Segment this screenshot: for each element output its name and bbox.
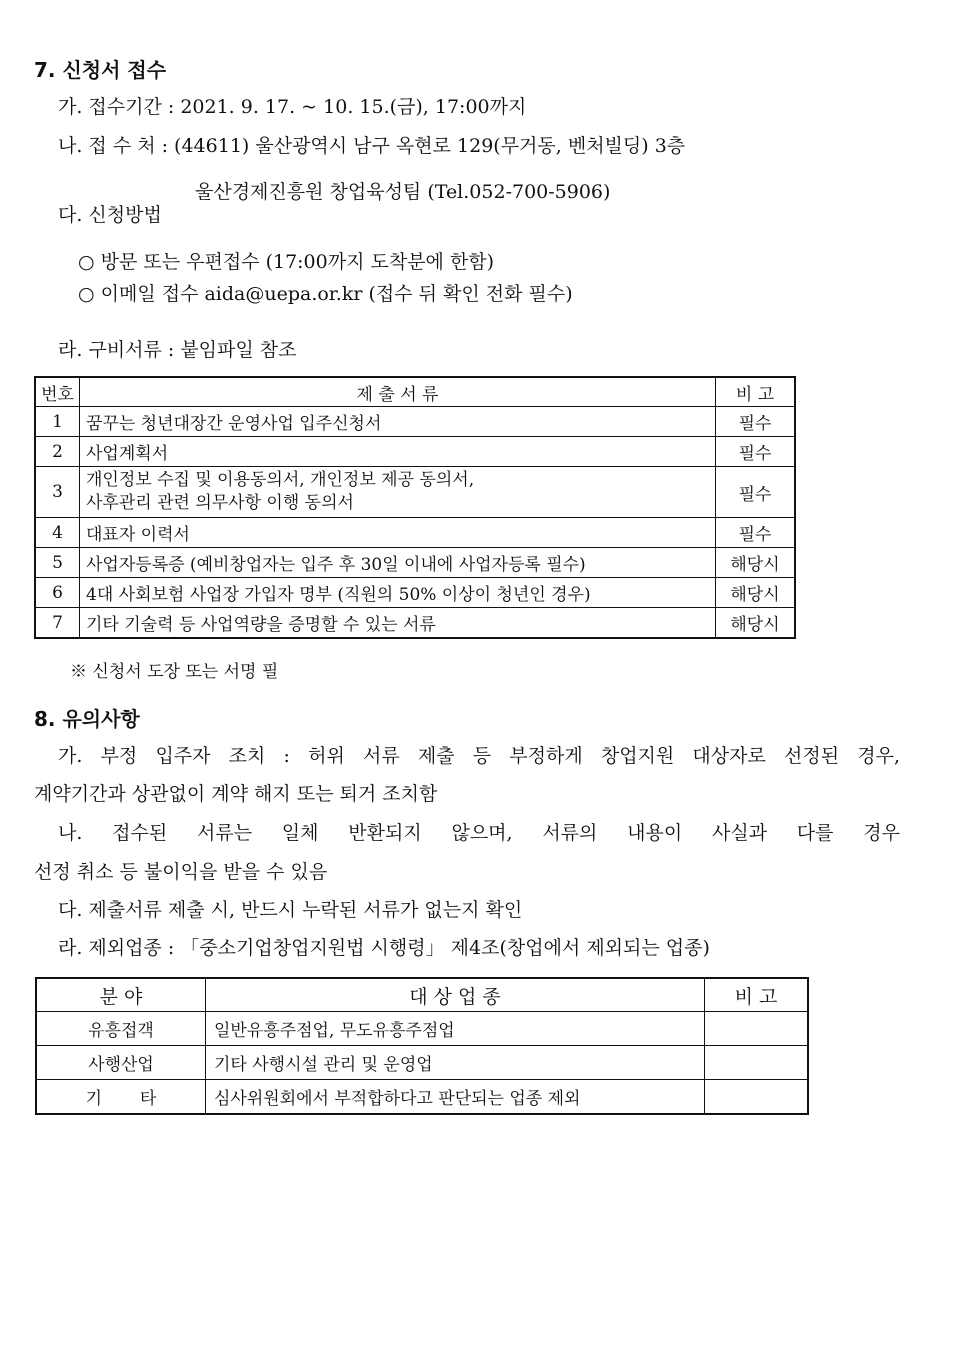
method-item-email: ○ 이메일 접수 aida@uepa.or.kr (접수 뒤 확인 전화 필수): [78, 283, 573, 305]
row-number: 4: [35, 518, 80, 548]
row-note: 필수: [716, 467, 796, 518]
table-row: [35, 578, 795, 608]
row-document: 기타 기술력 등 사업역량을 증명할 수 있는 서류: [80, 608, 716, 639]
table-row: [35, 467, 795, 518]
table-row: [35, 548, 795, 578]
row-field: 유흥접객: [36, 1012, 206, 1046]
row-business: 심사위원회에서 부적합하다고 판단되는 업종 제외: [206, 1080, 705, 1115]
header-note: 비 고: [705, 978, 809, 1012]
table-header-row: [36, 978, 808, 1012]
table-row: [35, 437, 795, 467]
table-row: [35, 608, 795, 639]
row-document: 사업계획서: [80, 437, 716, 467]
item-a-line1: 가. 부정 입주자 조치 : 허위 서류 제출 등 부정하게 창업지원 대상자로 선정된 경우,: [58, 745, 900, 767]
header-field: 분 야: [36, 978, 206, 1012]
row-number: 6: [35, 578, 80, 608]
row-note: 해당시: [716, 578, 796, 608]
row-document-line: 개인정보 수집 및 이용동의서, 개인정보 제공 동의서,: [86, 470, 475, 490]
row-note: 해당시: [716, 548, 796, 578]
row-document-line: 사후관리 관련 의무사항 이행 동의서: [86, 493, 354, 513]
place-continuation: 울산경제진흥원 창업육성팀 (Tel.052-700-5906): [195, 181, 611, 203]
row-number: 2: [35, 437, 80, 467]
row-document: 꿈꾸는 청년대장간 운영사업 입주신청서: [80, 407, 716, 437]
row-document: 4대 사회보험 사업장 가입자 명부 (직원의 50% 이상이 청년인 경우): [80, 578, 716, 608]
row-note: 필수: [716, 437, 796, 467]
item-b-line1: 나. 접수된 서류는 일체 반환되지 않으며, 서류의 내용이 사실과 다를 경우: [58, 822, 900, 844]
method-label: 다. 신청방법: [58, 204, 162, 226]
row-number: 1: [35, 407, 80, 437]
table-row: [36, 1046, 808, 1080]
section7-title: 7. 신청서 접수: [34, 58, 167, 82]
row-number: 5: [35, 548, 80, 578]
row-note: 해당시: [716, 608, 796, 639]
header-note: 비 고: [716, 377, 796, 407]
item-a-line2: 계약기간과 상관없이 계약 해지 또는 퇴거 조치함: [34, 783, 438, 805]
item-b-line2: 선정 취소 등 불이익을 받을 수 있음: [34, 861, 328, 883]
row-field: 기 타: [36, 1080, 206, 1115]
header-business: 대 상 업 종: [206, 978, 705, 1012]
row-note: 필수: [716, 518, 796, 548]
table-row: [36, 1080, 808, 1115]
header-number: 번호: [35, 377, 80, 407]
method-item-visit: ○ 방문 또는 우편접수 (17:00까지 도착분에 한함): [78, 251, 495, 273]
section8-title: 8. 유의사항: [34, 707, 140, 731]
row-document: 사업자등록증 (예비창업자는 입주 후 30일 이내에 사업자등록 필수): [80, 548, 716, 578]
excluded-business-table: [35, 977, 809, 1115]
period-line: 가. 접수기간 : 2021. 9. 17. ~ 10. 15.(금), 17:00까지: [58, 96, 527, 118]
table-header-row: [35, 377, 795, 407]
row-field: 사행산업: [36, 1046, 206, 1080]
row-note: [705, 1080, 809, 1115]
row-number: 3: [35, 467, 80, 518]
row-document: [80, 467, 716, 518]
item-d: 라. 제외업종 : 「중소기업창업지원법 시행령」 제4조(창업에서 제외되는 업종): [58, 937, 710, 959]
row-note: [705, 1012, 809, 1046]
header-documents: 제 출 서 류: [80, 377, 716, 407]
row-note: [705, 1046, 809, 1080]
row-business: 일반유흥주점업, 무도유흥주점업: [206, 1012, 705, 1046]
table-row: [35, 518, 795, 548]
row-document: 대표자 이력서: [80, 518, 716, 548]
row-note: 필수: [716, 407, 796, 437]
docs-label: 라. 구비서류 : 붙임파일 참조: [58, 339, 297, 361]
required-docs-table: [34, 376, 796, 639]
row-number: 7: [35, 608, 80, 639]
footnote: ※ 신청서 도장 또는 서명 필: [70, 662, 279, 682]
row-business: 기타 사행시설 관리 및 운영업: [206, 1046, 705, 1080]
item-c: 다. 제출서류 제출 시, 반드시 누락된 서류가 없는지 확인: [58, 899, 523, 921]
place-line: 나. 접 수 처 : (44611) 울산광역시 남구 옥현로 129(무거동, 벤처빌딩) 3층: [58, 135, 686, 157]
table-row: [36, 1012, 808, 1046]
table-row: [35, 407, 795, 437]
